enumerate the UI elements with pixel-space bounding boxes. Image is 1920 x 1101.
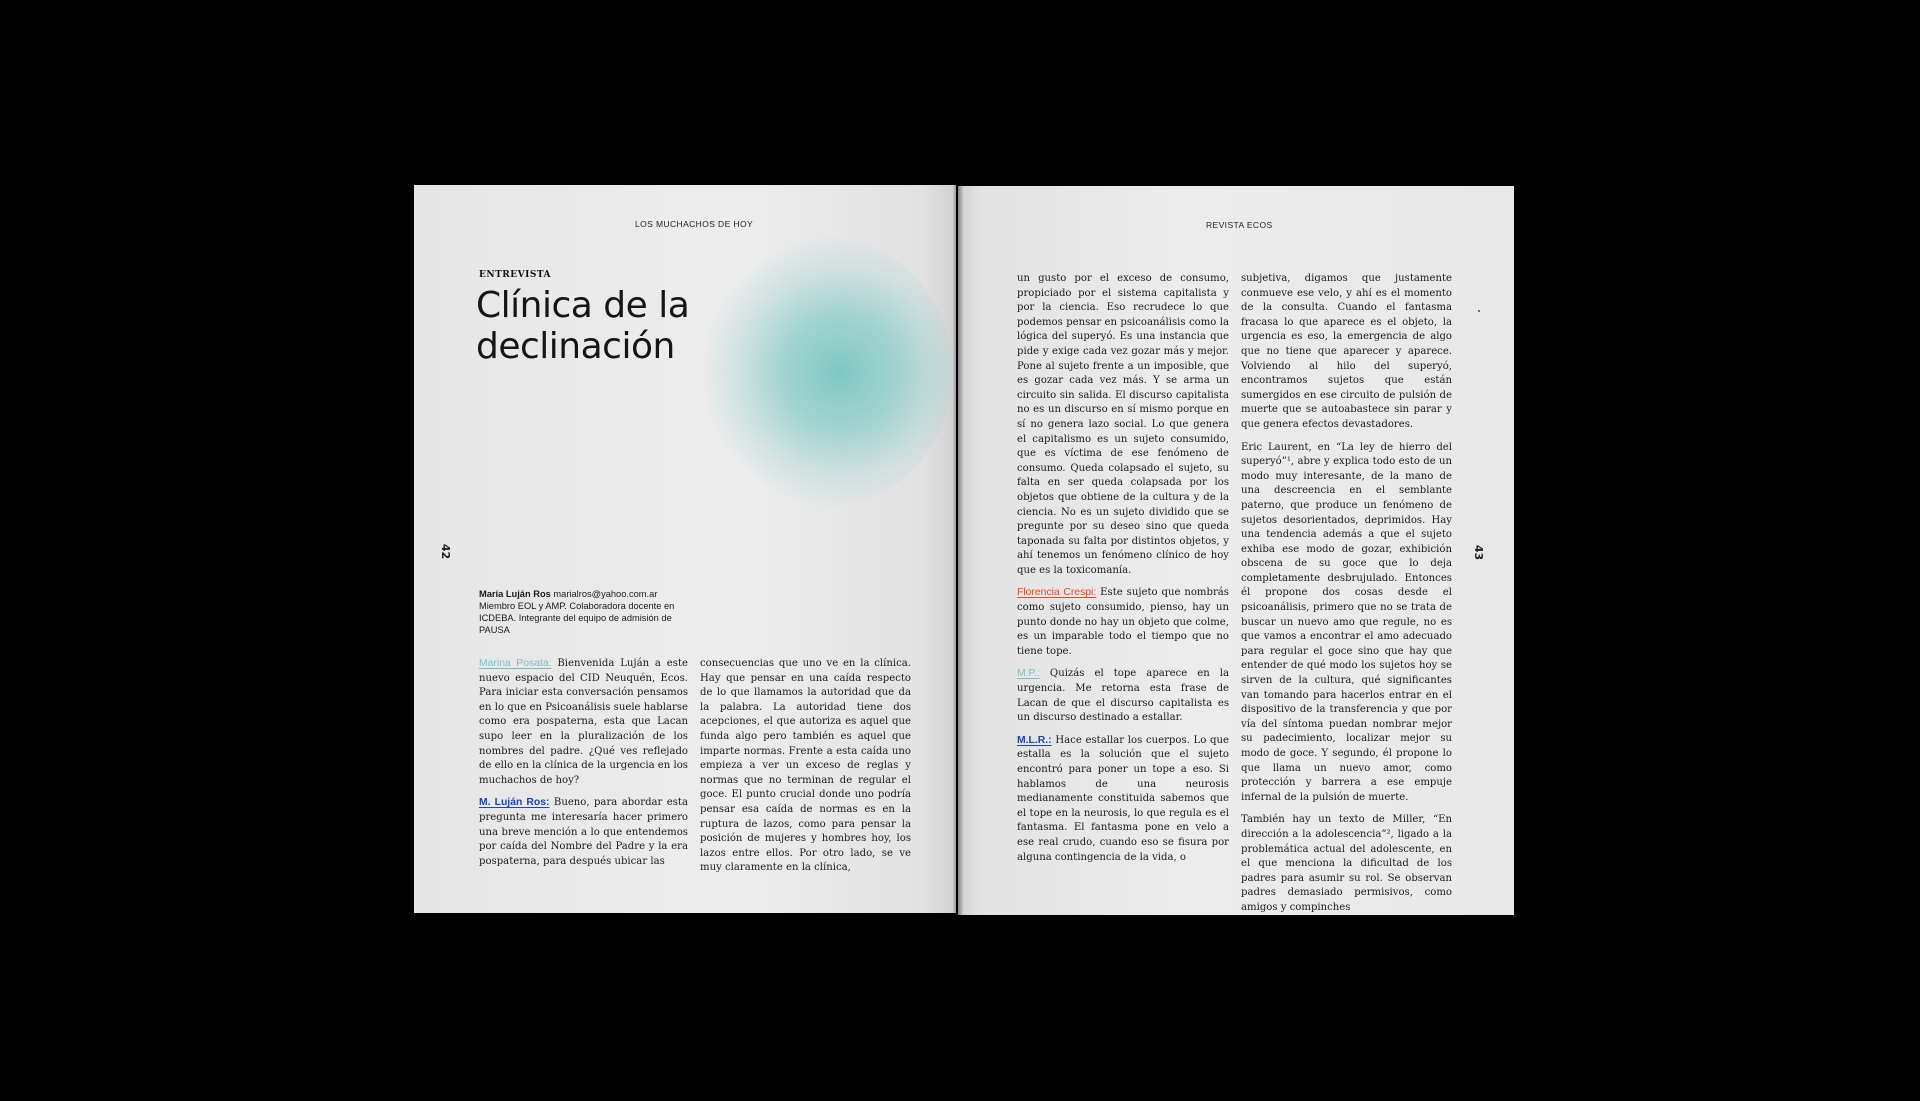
paragraph <box>1241 441 1452 806</box>
page-number-left: 42 <box>439 543 453 560</box>
right-column-1 <box>1017 272 1229 873</box>
author-email[interactable]: marialros@yahoo.com.ar <box>553 589 658 599</box>
paragraph-text: consecuencias que uno ve en la clínica. Hay que pensar en una caída respecto de lo que llamamos la autoridad que da la palabra. La autoridad tiene dos acepciones, el que autoriza es aquel que funda algo pero también es aquel que imparte normas. Frente a esta caída uno empieza a ver un exceso de reglas y normas que no terminan de regular el goce. El punto crucial donde uno podría pensar esa caída de normas es en la ruptura de lazos, como para pensar la posición de mujeres y hombres hoy, los lazos entre ellos. Por otro lado, se ve muy claramente en la clínica, <box>700 658 911 874</box>
left-column-2 <box>700 657 911 884</box>
paragraph-text: un gusto por el exceso de consumo, propiciado por el sistema capitalista y por la ciencia. Eso recrudece lo que podemos pensar en psicoanálisis como la lógica del superyó. Es una instancia que pide y exige cada vez gozar más y mejor. Pone al sujeto frente a un imposible, que es gozar cada vez más. Y se arma un circuito sin salida. El discurso capitalista no es un discurso en sí mismo porque en sí no genera lazo social. Lo que genera el capitalismo es un sujeto consumido, que es víctima de ese fenómeno de consumo. Queda colapsado el sujeto, su falta en ser queda colapsada por los objetos que obtiene de la cultura y de la ciencia. No es un sujeto dividido que se pregunte por su deseo sino que queda taponada su falta por distintos objetos, y ahí tenemos un fenómeno clínico de hoy que es la toxicomanía. <box>1017 273 1229 576</box>
article-title <box>476 285 806 367</box>
paragraph-text: Eric Laurent, en “La ley de hierro del superyó”¹, abre y explica todo esto de un modo muy interesante, de la mano de una descreencia en el semblante paterno, que produce un fenómeno de sujetos desorientados, deprimidos. Hay una tendencia además a que el sujeto exhiba ese modo de gozar, exhibición obscena de su goce que lo deja completamente desbrujulado. Entonces él propone dos cosas desde el psicoanálisis, primero que no se trata de buscar un nuevo amo que regule, no es que vamos a encontrar el amo adecuado para regular el goce sino que hay que entender de qué modo los sujetos hoy se sirven de la cultura, qué significantes van tomando para hacerlos entrar en el dispositivo de la transferencia y que por vía del síntoma puedan nombrar mejor su padecimiento, localizar mejor su modo de goce. Y segundo, él propone lo que llama un nuevo amor, como protección y barrera a ese empuje infernal de la pulsión de muerte. <box>1241 441 1452 803</box>
author-bio: Miembro EOL y AMP. Colaboradora docente en ICDEBA. Integrante del equipo de admisión de PAUSA <box>479 601 675 635</box>
paragraph <box>1241 272 1452 433</box>
paragraph <box>479 657 688 788</box>
title-line-2: declinación <box>476 326 675 367</box>
right-column-2 <box>1241 272 1452 915</box>
paragraph <box>1017 667 1229 725</box>
speaker-mlr: M.L.R.: <box>1017 734 1052 746</box>
paragraph-text: Quizás el tope aparece en la urgencia. Me retorna esta frase de Lacan de que el discurso capitalista es un discurso destinado a estallar. <box>1017 668 1229 724</box>
paragraph <box>1017 734 1229 865</box>
running-head-left: LOS MUCHACHOS DE HOY <box>635 219 754 229</box>
paragraph <box>1017 586 1229 659</box>
speaker-lujan-ros: M. Luján Ros: <box>479 797 550 809</box>
section-kicker: ENTREVISTA <box>479 270 552 280</box>
paragraph <box>700 657 911 876</box>
running-head-right: REVISTA ECOS <box>1206 220 1273 230</box>
gutter-shadow <box>953 185 963 915</box>
left-column-1 <box>479 657 688 877</box>
paragraph <box>1017 272 1229 578</box>
left-page <box>414 185 956 913</box>
paragraph-text: Bueno, para abordar esta pregunta me interesaría hacer primero una breve mención a lo que entendemos por caída del Nombre del Padre y la era pospaterna, para después ubicar las <box>479 797 688 867</box>
right-page <box>958 186 1514 915</box>
paragraph-text: También hay un texto de Miller, “En dirección a la adolescencia”², ligado a la problemática actual del adolescente, en el que menciona la dificultad de los padres para asumir su rol. Se observan padres demasiado permisivos, como amigos y compinches <box>1241 814 1452 913</box>
paper-speck <box>1478 310 1480 312</box>
paragraph-text: Este sujeto que nombrás como sujeto consumido, pienso, hay un punto donde no hay un objeto que colme, es un imparable todo el tiempo que no tiene tope. <box>1017 587 1229 657</box>
teal-gradient-blob <box>702 237 952 507</box>
paragraph <box>1241 813 1452 915</box>
title-line-1: Clínica de la <box>476 285 690 326</box>
paragraph-text: Hace estallar los cuerpos. Lo que estalla es la solución que el sujeto encontró para poner un tope a eso. Si hablamos de una neurosis medianamente constituida sabemos que el tope en la neurosis, lo que regula es el fantasma. El fantasma pone en velo a ese real crudo, cuando eso se fisura por alguna contingencia de la vida, o <box>1017 734 1229 863</box>
speaker-marina-posata: Marina Posata: <box>479 658 552 669</box>
speaker-mp: M.P.: <box>1017 668 1040 680</box>
author-credit <box>479 588 689 636</box>
paragraph-text: Bienvenida Luján a este nuevo espacio del CID Neuquén, Ecos. Para iniciar esta conversación pensamos en lo que en Psicoanálisis suele hablarse como era pospaterna, esta que Lacan supo leer en la pluralización de los nombres del padre. ¿Qué ves reflejado de ello en la clínica de la urgencia en los muchachos de hoy? <box>479 658 688 786</box>
paragraph <box>479 796 688 869</box>
paragraph-text: subjetiva, digamos que justamente conmueve ese velo, y ahí es el momento de la consulta. Cuando el fantasma fracasa lo que aparece es el objeto, la urgencia es eso, la emergencia de algo que no tiene que aparecer y aparece. Volviendo al hilo del superyó, encontramos sujetos que están sumergidos en ese circuito de pulsión de muerte que se autoabastece sin parar y que genera efectos devastadores. <box>1241 273 1452 430</box>
author-name: María Luján Ros <box>479 589 551 599</box>
page-number-right: 43 <box>1471 544 1485 561</box>
speaker-florencia-crespi: Florencia Crespi: <box>1017 587 1097 599</box>
